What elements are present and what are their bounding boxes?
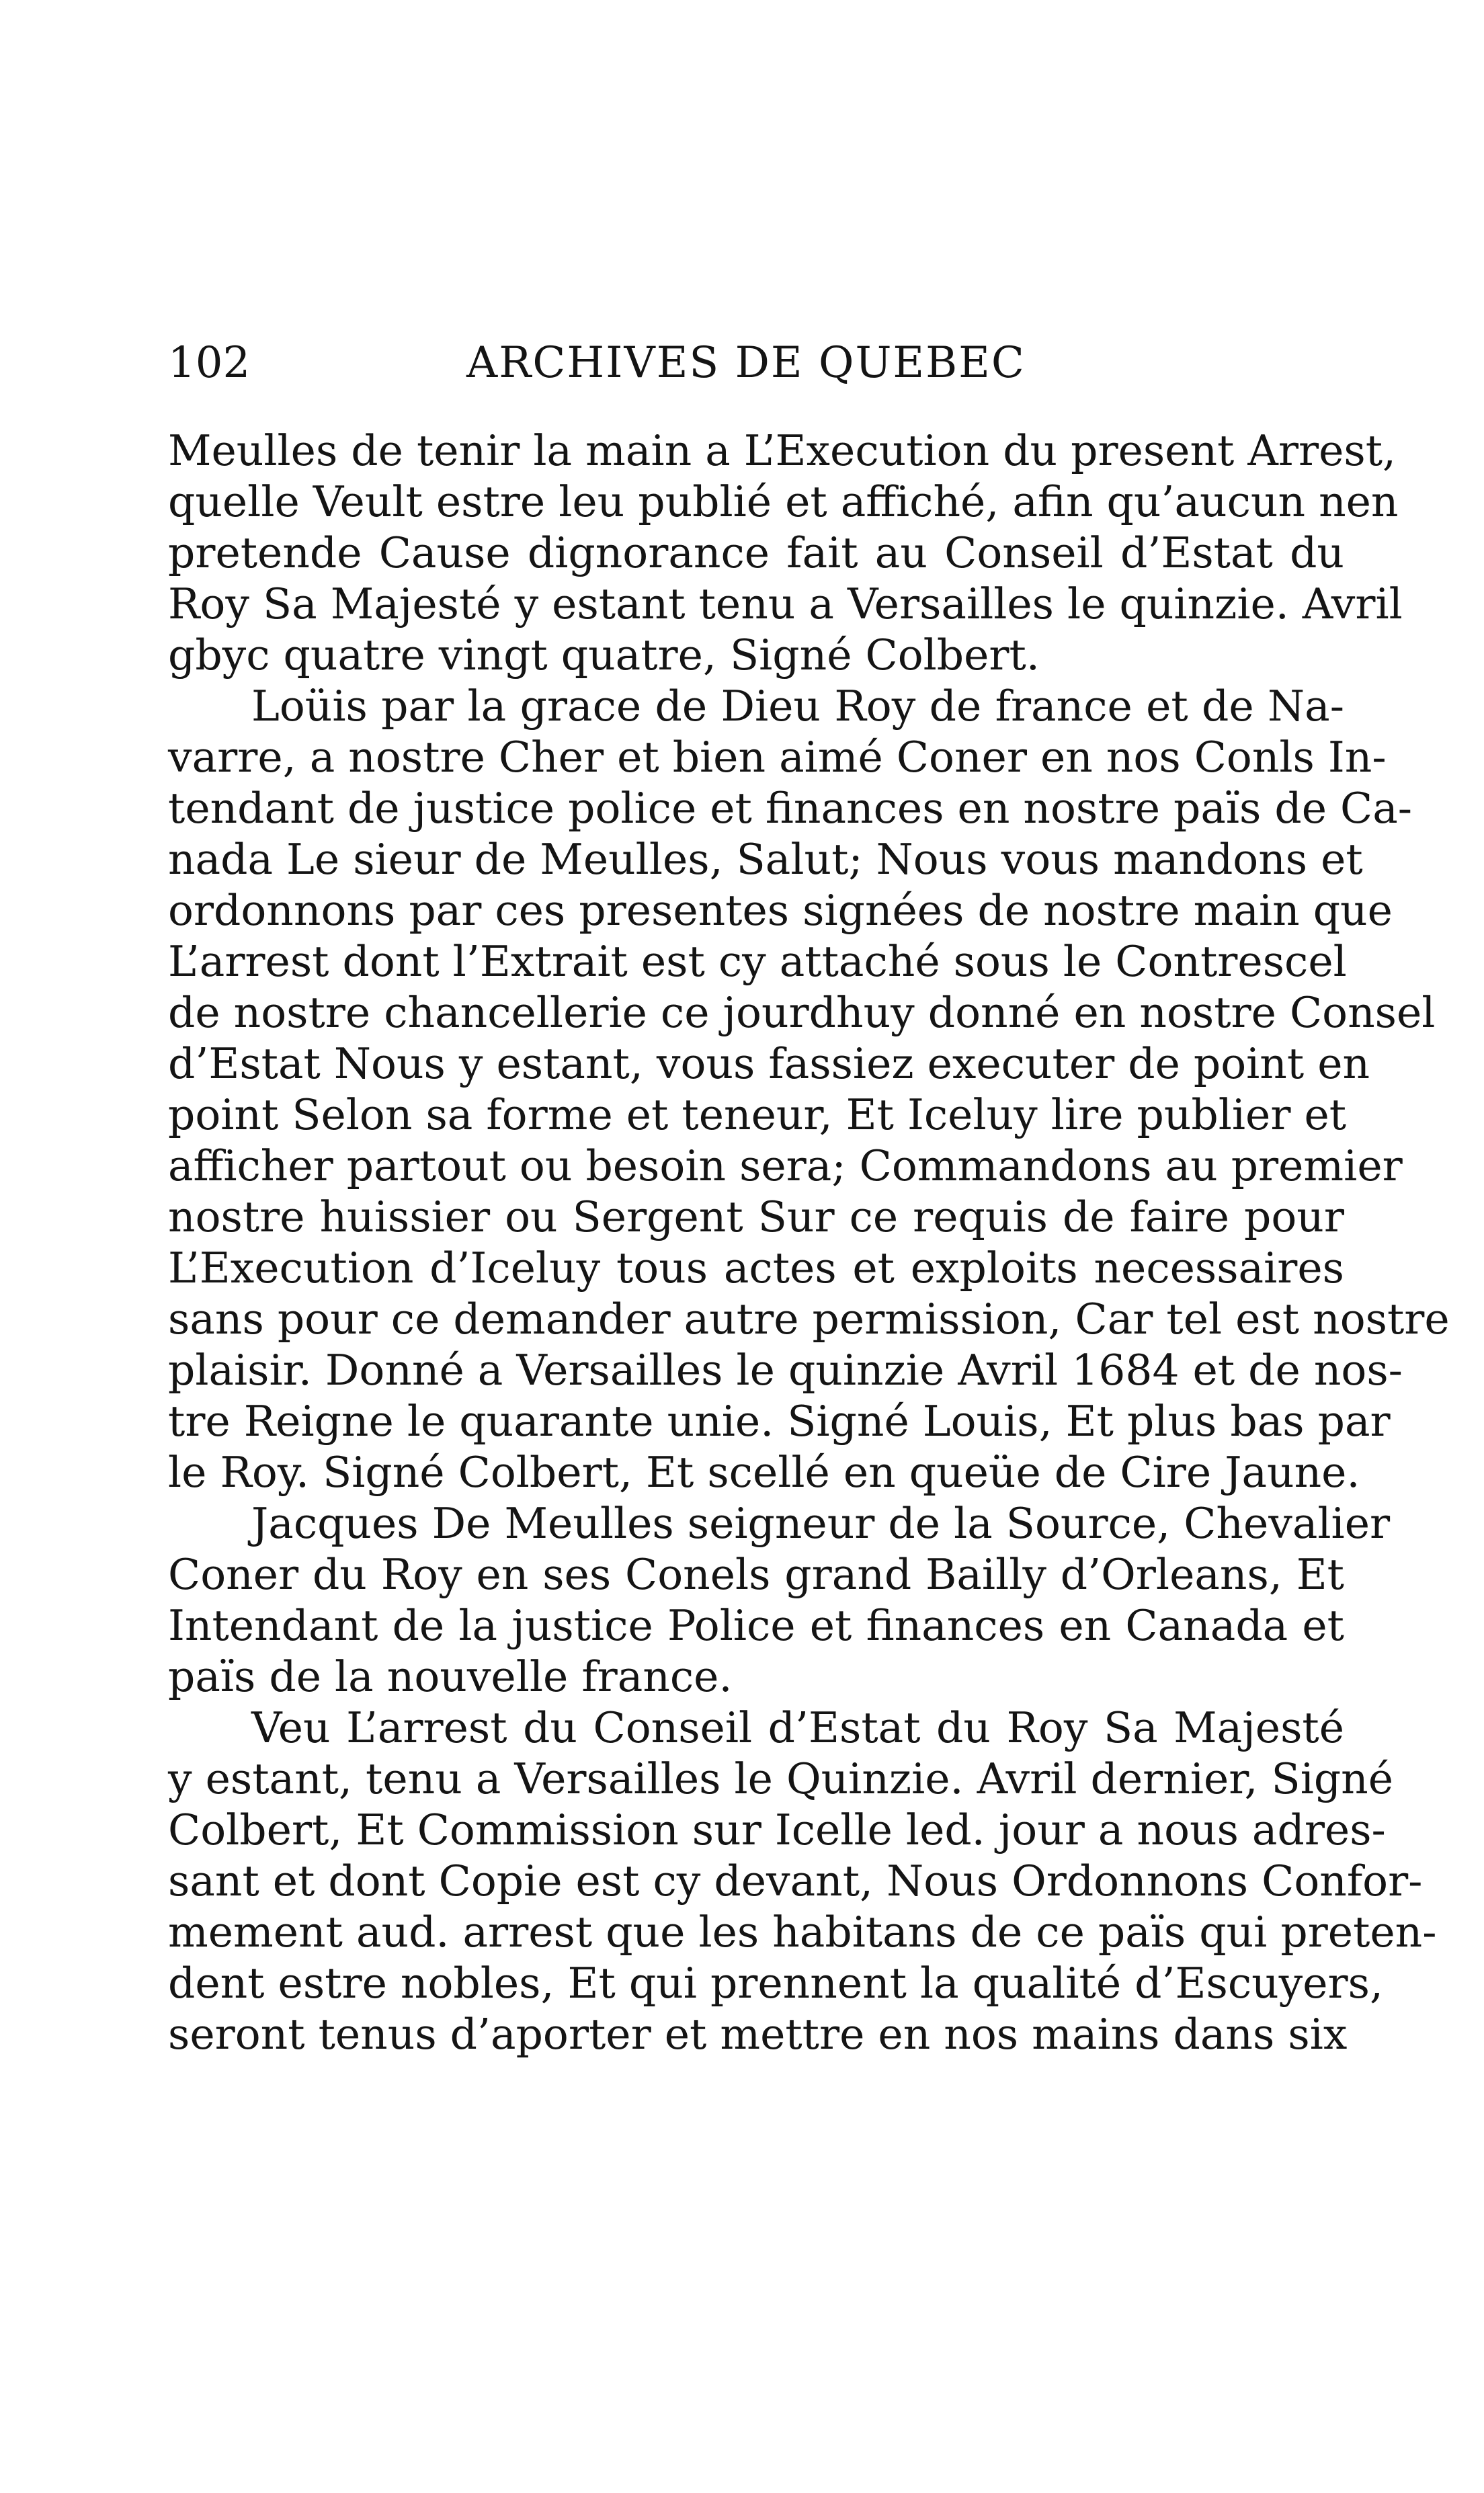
text-line: dent estre nobles, Et qui prennent la qualité d’Escuyers, [168, 1959, 1384, 2008]
text-line: le Roy. Signé Colbert, Et scellé en queüe de Cire Jaune. [168, 1448, 1360, 1497]
text-line: afficher partout ou besoin sera; Commandons au premier [168, 1141, 1403, 1190]
text-line: pretende Cause dignorance fait au Conseil d’Estat du [168, 528, 1344, 577]
page-number: 102 [168, 338, 251, 388]
text-line: Colbert, Et Commission sur Icelle led. jour a nous adres- [168, 1805, 1386, 1854]
text-line: païs de la nouvelle france. [168, 1652, 733, 1701]
text-line: y estant, tenu a Versailles le Quinzie. Avril dernier, Signé [168, 1754, 1394, 1803]
text-line: seront tenus d’aporter et mettre en nos mains dans six [168, 2010, 1348, 2059]
text-line: nada Le sieur de Meulles, Salut; Nous vous mandons et [168, 835, 1363, 884]
text-line: Jacques De Meulles seigneur de la Source, Chevalier [251, 1499, 1391, 1548]
text-line: Coner du Roy en ses Conels grand Bailly d’Orleans, Et [168, 1550, 1344, 1599]
running-title: ARCHIVES DE QUEBEC [466, 338, 1026, 388]
running-header [168, 339, 1344, 386]
text-line: d’Estat Nous y estant, vous fassiez executer de point en [168, 1039, 1370, 1088]
text-line: Veu L’arrest du Conseil d’Estat du Roy Sa Majesté [251, 1703, 1344, 1752]
text-line: mement aud. arrest que les habitans de ce païs qui preten- [168, 1908, 1437, 1957]
text-line: varre, a nostre Cher et bien aimé Coner en nos Conls In- [168, 733, 1387, 782]
text-line: tre Reigne le quarante unie. Signé Louis, Et plus bas par [168, 1397, 1391, 1446]
text-line: gbyc quatre vingt quatre, Signé Colbert. [168, 630, 1040, 680]
text-line: L’Execution d’Iceluy tous actes et exploits necessaires [168, 1243, 1344, 1293]
text-line: sant et dont Copie est cy devant, Nous Ordonnons Confor- [168, 1856, 1423, 1906]
text-line: de nostre chancellerie ce jourdhuy donné en nostre Consel [168, 988, 1436, 1037]
text-line: Loüis par la grace de Dieu Roy de france et de Na- [251, 682, 1344, 731]
text-line: Intendant de la justice Police et finances en Canada et [168, 1601, 1344, 1650]
text-line: plaisir. Donné a Versailles le quinzie Avril 1684 et de nos- [168, 1346, 1403, 1395]
text-line: Meulles de tenir la main a L’Execution du present Arrest, [168, 426, 1397, 475]
text-line: point Selon sa forme et teneur, Et Iceluy lire publier et [168, 1090, 1347, 1139]
text-line: ordonnons par ces presentes signées de nostre main que [168, 886, 1393, 935]
text-line: nostre huissier ou Sergent Sur ce requis de faire pour [168, 1192, 1344, 1241]
text-line: tendant de justice police et finances en nostre païs de Ca- [168, 784, 1413, 833]
body-text [168, 425, 1450, 2060]
text-line: Roy Sa Majesté y estant tenu a Versailles le quinzie. Avril [168, 579, 1403, 628]
text-line: L’arrest dont l’Extrait est cy attaché sous le Contrescel [168, 937, 1347, 986]
text-line: quelle Veult estre leu publié et affiché, afin qu’aucun nen [168, 477, 1399, 526]
text-line: sans pour ce demander autre permission, Car tel est nostre [168, 1295, 1450, 1344]
